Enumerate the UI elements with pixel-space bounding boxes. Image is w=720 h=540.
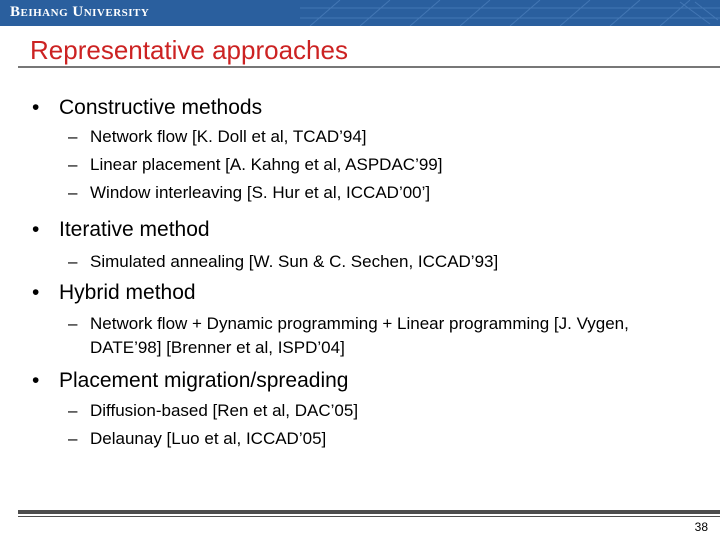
sub-bullet-text: Network flow + Dynamic programming + Linear programming [J. Vygen, DATE’98] [Brenner et al, ISPD’04] xyxy=(90,314,629,357)
bullet-glyph: • xyxy=(32,218,40,241)
sub-bullet-text: Window interleaving [S. Hur et al, ICCAD’00’] xyxy=(90,183,431,202)
bullet-glyph: • xyxy=(32,369,40,392)
dash-glyph: – xyxy=(68,252,78,271)
header-bar xyxy=(0,0,720,26)
bullet-placement-migration xyxy=(32,368,349,394)
dash-glyph: – xyxy=(68,429,78,448)
sub-bullet-window-interleaving xyxy=(68,181,670,205)
page-number: 38 xyxy=(694,520,708,534)
dash-glyph: – xyxy=(68,155,78,174)
dash-glyph: – xyxy=(68,183,78,202)
university-name: Beihang University xyxy=(10,4,150,20)
footer-rule-thin xyxy=(18,516,720,517)
bullet-label: Hybrid method xyxy=(59,281,196,304)
sub-bullet-text: Linear placement [A. Kahng et al, ASPDAC’99] xyxy=(90,155,443,174)
bullet-label: Iterative method xyxy=(59,218,210,241)
sub-bullet-network-flow xyxy=(68,125,670,149)
bullet-label: Placement migration/spreading xyxy=(59,369,349,392)
title-underline xyxy=(18,66,720,68)
header-decoration xyxy=(300,0,720,26)
dash-glyph: – xyxy=(68,401,78,420)
bullet-glyph: • xyxy=(32,281,40,304)
sub-bullet-text: Network flow [K. Doll et al, TCAD’94] xyxy=(90,127,367,146)
dash-glyph: – xyxy=(68,314,78,333)
bullet-hybrid-method xyxy=(32,280,196,306)
sub-bullet-text: Delaunay [Luo et al, ICCAD’05] xyxy=(90,429,327,448)
bullet-iterative-method xyxy=(32,217,210,243)
sub-bullet-text: Simulated annealing [W. Sun & C. Sechen, ICCAD’93] xyxy=(90,252,499,271)
footer-rule-thick xyxy=(18,510,720,514)
sub-bullet-simulated-annealing xyxy=(68,250,670,274)
sub-bullet-delaunay xyxy=(68,427,670,451)
sub-bullet-linear-placement xyxy=(68,153,670,177)
bullet-glyph: • xyxy=(32,96,40,119)
sub-bullet-diffusion-based xyxy=(68,399,670,423)
slide-title: Representative approaches xyxy=(30,35,348,65)
bullet-label: Constructive methods xyxy=(59,96,263,119)
bullet-constructive-methods xyxy=(32,95,262,121)
dash-glyph: – xyxy=(68,127,78,146)
sub-bullet-hybrid-network-flow xyxy=(68,312,670,360)
sub-bullet-text: Diffusion-based [Ren et al, DAC’05] xyxy=(90,401,359,420)
